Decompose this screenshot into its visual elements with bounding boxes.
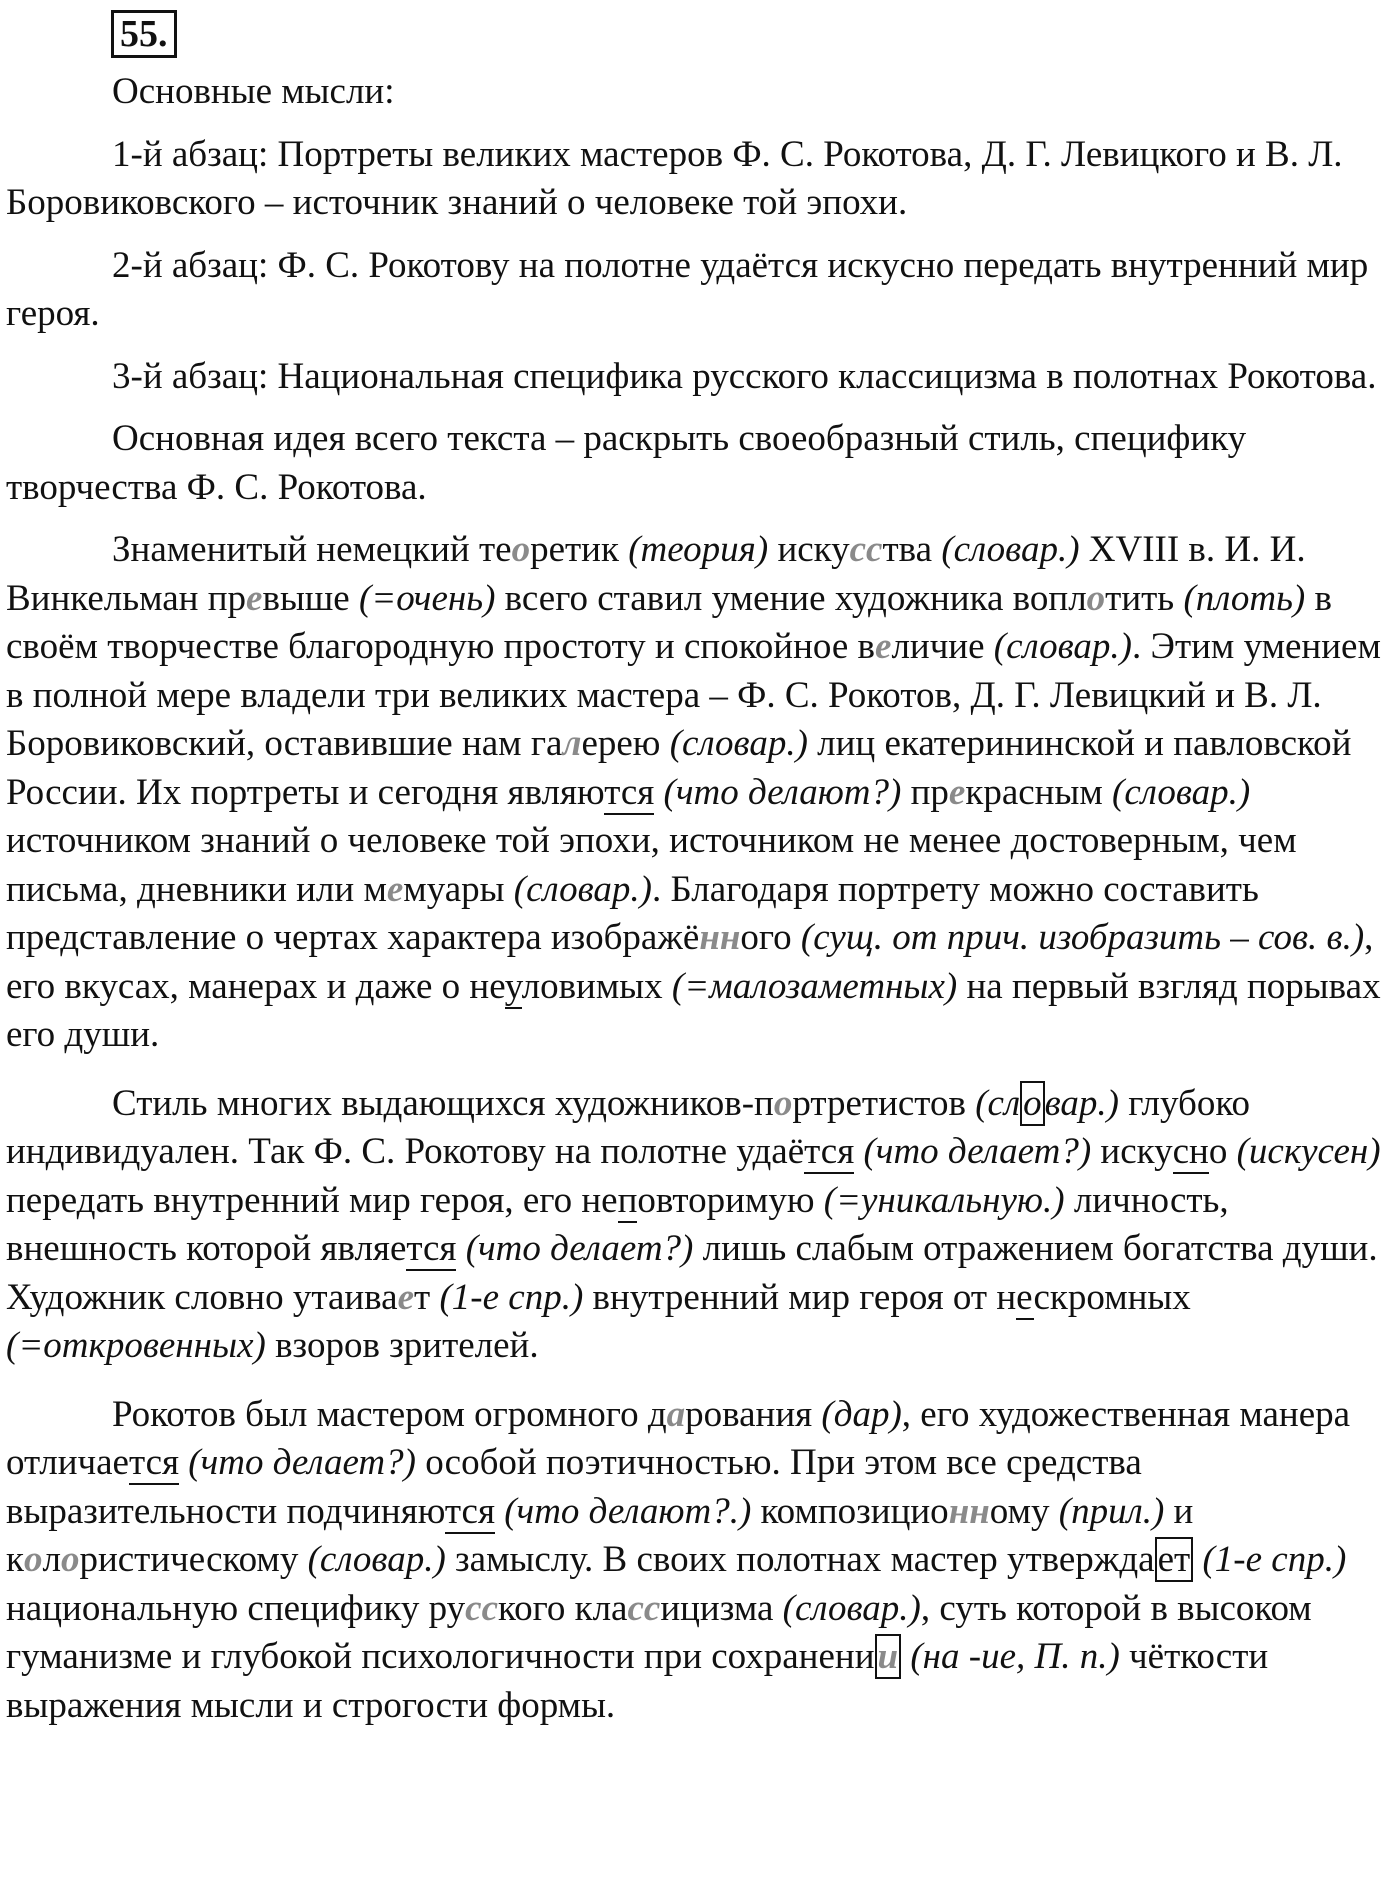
note: (что делает?): [863, 1131, 1092, 1172]
summary-1: 1-й абзац: Портреты великих мастеров Ф. С. Рокотова, Д. Г. Левицкого и В. Л. Боровиковского – источник знаний о человеке той эпохи.: [6, 133, 1343, 223]
note: (плоть): [1183, 577, 1306, 619]
note: (словар.): [513, 868, 652, 910]
text: муары: [403, 868, 514, 910]
text: в своём творчестве благородную простоту и спокойное в: [6, 577, 1332, 667]
note: (что делают?): [663, 771, 902, 813]
note: (словар.): [1112, 771, 1251, 813]
note: (что делают?.): [504, 1490, 752, 1532]
text: [495, 1491, 504, 1532]
orthogram: сс: [465, 1587, 498, 1629]
text: личие: [891, 626, 994, 667]
boxed-ending: и: [875, 1634, 902, 1679]
orthogram: о: [773, 1082, 793, 1124]
heading: Основные мысли:: [112, 71, 395, 112]
orthogram: о: [23, 1539, 43, 1580]
text: скромных: [1033, 1276, 1191, 1318]
text: [456, 1228, 465, 1269]
boxed-letter: о: [1020, 1081, 1045, 1126]
text: передать внутренний мир героя, его не: [6, 1179, 618, 1221]
text: взоров зрителей.: [265, 1325, 539, 1366]
text: лишь слабым отражением богатства души. Художник словно утаива: [6, 1228, 1378, 1318]
note: (словар.): [993, 626, 1133, 667]
text: Рокотов был мастером огромного д: [112, 1393, 667, 1435]
text: ого: [740, 917, 801, 958]
text: тить: [1105, 577, 1184, 619]
exercise-number: 55.: [111, 10, 177, 58]
note: (что делает?): [465, 1228, 694, 1269]
note: (дар): [821, 1393, 902, 1435]
text: глубоко индивидуален. Так Ф. С. Рокотову на полотне удаё: [6, 1082, 1250, 1172]
orthogram: о: [1086, 577, 1106, 619]
text: тва: [882, 529, 942, 570]
note: (прил.): [1058, 1490, 1165, 1532]
orthogram: а: [666, 1393, 686, 1435]
text: , его художественная манера отличае: [6, 1393, 1351, 1483]
text: овторимую: [637, 1179, 824, 1221]
text: XVIII в. И. И. Винкельман пр: [6, 529, 1306, 619]
text: красным: [965, 771, 1112, 813]
text: ерею: [581, 723, 670, 764]
text-paragraph-2: [6, 1080, 1394, 1371]
text: [901, 1636, 910, 1677]
text: [179, 1442, 188, 1483]
text: национальную специфику ру: [6, 1587, 466, 1629]
text: т: [414, 1276, 440, 1318]
text: всего ставил умение художника вопл: [495, 577, 1087, 619]
note: (сл: [975, 1082, 1021, 1124]
underlined-letter: е: [1016, 1276, 1034, 1318]
text: композицио: [751, 1490, 949, 1532]
note: (1-е спр.): [1202, 1539, 1347, 1580]
note: (теория): [628, 529, 769, 570]
underlined-ending: тся: [128, 1442, 180, 1483]
text: ретик: [530, 529, 629, 570]
note: (словар.): [941, 529, 1080, 570]
summary-main-idea: Основная идея всего текста – раскрыть своеобразный стиль, специфику творчества Ф. С. Рокотова.: [6, 418, 1247, 508]
note: (искусен): [1236, 1131, 1381, 1172]
text: пр: [901, 771, 949, 813]
underlined-letter: у: [504, 965, 522, 1007]
text: личность, внешность которой являе: [6, 1179, 1229, 1269]
orthogram: е: [875, 626, 892, 667]
orthogram: л: [562, 723, 582, 764]
note: (словар.): [669, 723, 808, 764]
orthogram: е: [397, 1276, 415, 1318]
note: (словар.): [307, 1539, 446, 1580]
text: . Этим умением в полной мере владели три великих мастера – Ф. С. Рокотов, Д. Г. Левицкий и В. Л. Боровиковский, оставившие нам га: [6, 626, 1381, 764]
text: внутренний мир героя от н: [583, 1276, 1017, 1318]
text: [654, 772, 663, 813]
text: иску: [1091, 1131, 1173, 1172]
text: Знаменитый немецкий те: [112, 529, 512, 570]
note: (на -ие, П. п.): [910, 1636, 1120, 1677]
underlined-ending: тся: [604, 771, 655, 813]
text: ртретистов: [792, 1082, 976, 1124]
note: (словар.): [782, 1587, 921, 1629]
text: лиц екатерининской и павловской России. Их портреты и сегодня являю: [6, 723, 1352, 813]
orthogram: сс: [627, 1587, 661, 1629]
text: кого кла: [498, 1587, 628, 1629]
boxed-ending: ет: [1155, 1537, 1194, 1582]
text: выше: [262, 577, 359, 619]
text: ицизма: [660, 1587, 783, 1629]
orthogram: е: [386, 868, 404, 910]
text: на первый взгляд порывах его души.: [6, 965, 1381, 1055]
note: (=очень): [358, 577, 496, 619]
text: и к: [6, 1490, 1194, 1580]
note: вар.): [1044, 1082, 1119, 1124]
underlined-letters: сн: [1172, 1131, 1209, 1172]
text-paragraph-1: [6, 526, 1394, 1060]
orthogram: нн: [699, 917, 741, 958]
text: иску: [768, 529, 850, 570]
text: чёткости выражения мысли и строгости формы.: [6, 1636, 1269, 1726]
document-body: [6, 68, 1394, 1730]
orthogram: е: [246, 577, 263, 619]
text: ловимых: [521, 965, 672, 1007]
underlined-ending: тся: [406, 1228, 457, 1269]
summary-2: 2-й абзац: Ф. С. Рокотову на полотне удаётся искусно передать внутренний мир героя.: [6, 244, 1369, 334]
underlined-letter: п: [617, 1179, 638, 1221]
text: ому: [989, 1490, 1059, 1532]
summary-3: 3-й абзац: Национальная специфика русского классицизма в полотнах Рокотова.: [112, 355, 1377, 397]
orthogram: нн: [948, 1490, 990, 1532]
orthogram: о: [60, 1539, 80, 1580]
orthogram: сс: [849, 529, 883, 570]
text: , суть которой в высоком гуманизме и глубокой психологичности при сохранени: [6, 1587, 1312, 1677]
text: . Благодаря портрету можно составить представление о чертах характера изображё: [6, 868, 1259, 958]
underlined-ending: тся: [444, 1490, 495, 1532]
text-paragraph-3: [6, 1391, 1394, 1731]
underlined-ending: тся: [804, 1131, 855, 1172]
note: (что делает?): [188, 1442, 416, 1483]
text: особой поэтичностью. При этом все средства выразительности подчиняю: [6, 1442, 1142, 1532]
text: замыслу. В своих полотнах мастер утвержда: [445, 1539, 1155, 1580]
note: (сущ. от прич. изобразить – сов. в.): [800, 917, 1365, 958]
text: о: [1208, 1131, 1237, 1172]
orthogram: е: [948, 771, 966, 813]
note: (=откровенных): [6, 1325, 266, 1366]
text: ристическому: [79, 1539, 308, 1580]
note: (1-е спр.): [439, 1276, 584, 1318]
orthogram: о: [511, 529, 531, 570]
note: (=малозаметных): [671, 965, 958, 1007]
text: рования: [685, 1393, 822, 1435]
text: л: [42, 1539, 61, 1580]
note: (=уникальную.): [823, 1179, 1065, 1221]
text: Стиль многих выдающихся художников-п: [112, 1082, 774, 1124]
text: источником знаний о человеке той эпохи, источником не менее достоверным, чем письма, дневники или м: [6, 820, 1297, 910]
text: , его вкусах, манерах и даже о не: [6, 917, 1374, 1007]
